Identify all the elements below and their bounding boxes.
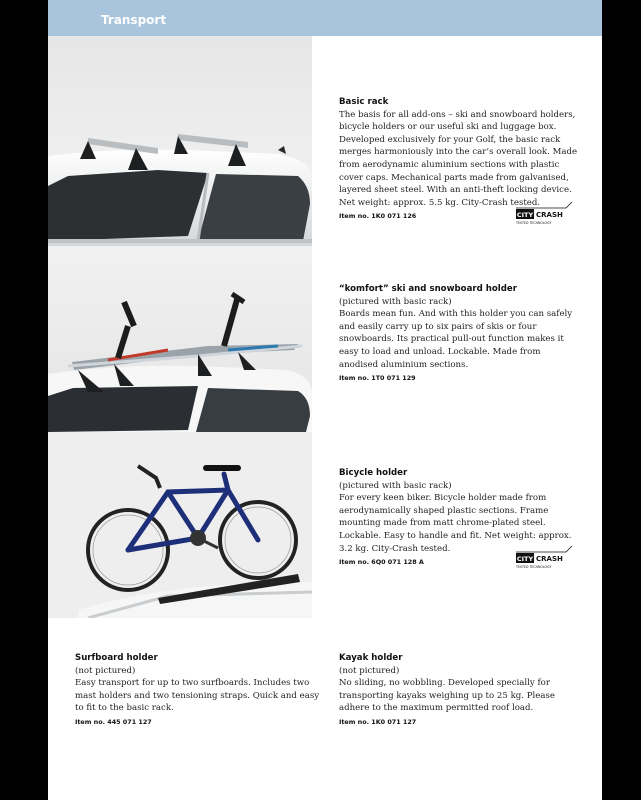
section-header [48, 0, 602, 36]
bicycle-holder-photo [48, 432, 312, 618]
city-crash-logo-city: CITY [516, 211, 534, 219]
city-crash-logo-sub: TESTED TECHNOLOGY [516, 565, 552, 569]
bicycle-holder-title: Bicycle holder [339, 468, 408, 478]
surfboard-holder-title: Surfboard holder [75, 653, 158, 663]
catalog-page [48, 0, 602, 800]
bicycle-holder-description: For every keen biker. Bicycle holder made from aerodynamically shaped plastic sections. Frame mounting made from matt chrome-plated steel. Lockable. Easy to handle and fit. Net weight: approx. 3.2 kg. City-Crash tested. [339, 493, 572, 554]
city-crash-logo-sub: TESTED TECHNOLOGY [516, 221, 552, 225]
kayak-holder-block [339, 652, 579, 729]
basic-rack-item-no: Item no. 1K0 071 126 [339, 212, 417, 221]
ski-holder-block [339, 283, 579, 385]
basic-rack-title: Basic rack [339, 97, 389, 107]
bicycle-holder-note: (pictured with basic rack) [339, 480, 452, 491]
kayak-holder-note: (not pictured) [339, 665, 400, 676]
city-crash-logo [514, 544, 574, 570]
city-crash-logo-city: CITY [516, 555, 534, 563]
city-crash-logo-crash: CRASH [536, 211, 563, 219]
ski-holder-title: “komfort” ski and snowboard holder [339, 284, 517, 294]
ski-holder-description: Boards mean fun. And with this holder you can safely and easily carry up to six pairs of skis or four snowboards. Its practical pull-out function makes it easy to load and unload. Lockable. Made from anodised aluminium sections. [339, 309, 573, 370]
bicycle-holder-item-no: Item no. 6Q0 071 128 A [339, 558, 424, 567]
ski-holder-note: (pictured with basic rack) [339, 296, 452, 307]
city-crash-logo [514, 200, 574, 226]
city-crash-logo-crash: CRASH [536, 555, 563, 563]
ski-holder-photo [48, 246, 312, 432]
kayak-holder-title: Kayak holder [339, 653, 403, 663]
basic-rack-photo [48, 36, 312, 246]
surfboard-holder-note: (not pictured) [75, 665, 136, 676]
ski-holder-item-no: Item no. 1T0 071 129 [339, 374, 416, 383]
surfboard-holder-item-no: Item no. 445 071 127 [75, 717, 152, 726]
surfboard-holder-block [75, 652, 325, 729]
kayak-holder-item-no: Item no. 1K0 071 127 [339, 717, 417, 726]
kayak-holder-description: No sliding, no wobbling. Developed specially for transporting kayaks weighing up to 25 kg. Please adhere to the maximum permitted roof load. [339, 678, 555, 714]
surfboard-holder-description: Easy transport for up to two surfboards. Includes two mast holders and two tensioning straps. Quick and easy to fit to the basic rack. [75, 678, 320, 714]
basic-rack-description: The basis for all add-ons – ski and snowboard holders, bicycle holders or our useful ski and luggage box. Developed exclusively for your Golf, the basic rack merges harmoniously into the car’s overall look. Made from aerodynamic aluminium sections with plastic cover caps. Mechanical parts made from galvanised, layered sheet steel. With an anti-theft locking device. Net weight: approx. 5.5 kg. City-Crash tested. [339, 109, 578, 208]
section-title: Transport [101, 13, 167, 27]
